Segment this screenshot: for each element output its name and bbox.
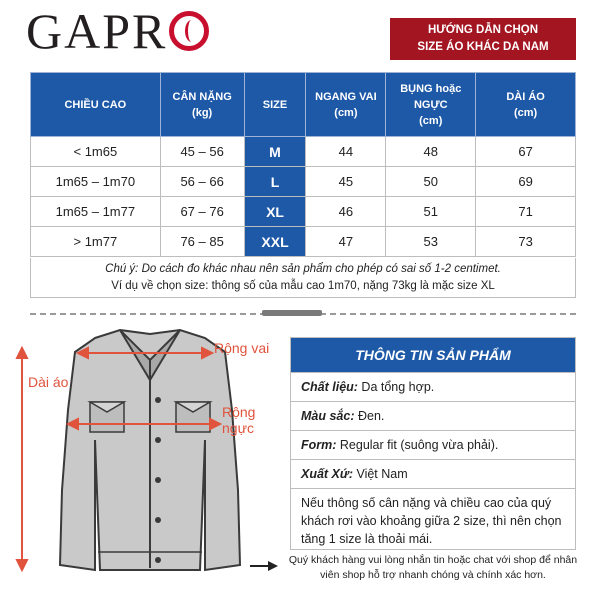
size-guide-badge	[390, 18, 576, 60]
guide-title-line1: HƯỚNG DẪN CHỌN	[427, 24, 539, 36]
cell-chest: 53	[386, 227, 476, 257]
contact-note: Quý khách hàng vui lòng nhắn tin hoặc chat với shop để nhân viên shop hỗ trợ nhanh chóng và chính xác hơn.	[288, 554, 578, 581]
form-value: Regular fit (suông vừa phải).	[336, 438, 499, 452]
info-row-material	[291, 372, 575, 401]
label-shoulder: Rộng vai	[214, 340, 270, 356]
header-height-text: CHIỀU CAO	[64, 98, 127, 111]
brand-logo-text: GAPR	[26, 3, 168, 59]
table-row	[31, 227, 576, 257]
cell-length: 69	[476, 167, 576, 197]
cell-shoulder: 45	[306, 167, 386, 197]
cell-weight: 67 – 76	[160, 197, 244, 227]
table-header-row	[31, 73, 576, 137]
cell-chest: 51	[386, 197, 476, 227]
header-shoulder-text: NGANG VAI (cm)	[315, 90, 377, 119]
divider-accent	[262, 310, 322, 316]
cell-height: 1m65 – 1m77	[31, 197, 161, 227]
cell-length: 71	[476, 197, 576, 227]
cell-weight: 76 – 85	[160, 227, 244, 257]
product-info-box	[290, 337, 576, 550]
table-note-box	[30, 258, 576, 298]
color-value: Đen.	[354, 409, 385, 423]
logo-o-mark	[169, 11, 209, 51]
cell-height: < 1m65	[31, 137, 161, 167]
header-length	[476, 73, 576, 137]
info-row-origin	[291, 459, 575, 488]
origin-label: Xuất Xứ:	[301, 467, 353, 481]
cell-shoulder: 47	[306, 227, 386, 257]
cell-size: XXL	[244, 227, 306, 257]
origin-value: Việt Nam	[352, 467, 408, 481]
arrow-right-icon	[250, 560, 278, 572]
info-row-color	[291, 401, 575, 430]
brand-logo	[26, 3, 209, 59]
table-row	[31, 167, 576, 197]
jacket-illustration	[0, 320, 290, 600]
label-chest: Rộng ngực	[222, 404, 256, 436]
header-size	[244, 73, 306, 137]
cell-shoulder: 44	[306, 137, 386, 167]
header-height	[31, 73, 161, 137]
cell-chest: 50	[386, 167, 476, 197]
size-table	[30, 72, 576, 257]
cell-height: 1m65 – 1m70	[31, 167, 161, 197]
header-shoulder	[306, 73, 386, 137]
cell-weight: 45 – 56	[160, 137, 244, 167]
cell-weight: 56 – 66	[160, 167, 244, 197]
header-weight	[160, 73, 244, 137]
cell-size: XL	[244, 197, 306, 227]
cell-height: > 1m77	[31, 227, 161, 257]
header-chest	[386, 73, 476, 137]
product-info-title: THÔNG TIN SẢN PHẨM	[291, 338, 575, 372]
info-row-form	[291, 430, 575, 459]
cell-length: 67	[476, 137, 576, 167]
cell-size: L	[244, 167, 306, 197]
size-example: Ví dụ về chọn size: thông số của mẫu cao 1m70, nặng 73kg là mặc size XL	[111, 280, 495, 292]
material-label: Chất liệu:	[301, 380, 358, 394]
material-value: Da tổng hợp.	[357, 380, 435, 394]
color-label: Màu sắc:	[301, 409, 355, 423]
cell-size: M	[244, 137, 306, 167]
measurement-note: Chú ý: Do cách đo khác nhau nên sản phẩm cho phép có sai số 1-2 centimet.	[105, 263, 501, 275]
form-label: Form:	[301, 438, 337, 452]
size-advice: Nếu thông số cân nặng và chiều cao của quý khách rơi vào khoảng giữa 2 size, thì nên chọn tăng 1 size là thoải mái.	[291, 488, 575, 552]
header-chest-text: BỤNG hoặc NGỰC (cm)	[400, 82, 462, 127]
header-length-text: DÀI ÁO (cm)	[506, 90, 545, 119]
cell-length: 73	[476, 227, 576, 257]
cell-shoulder: 46	[306, 197, 386, 227]
jacket-drawing	[0, 320, 290, 600]
label-length: Dài áo	[28, 374, 69, 390]
header-weight-text: CÂN NẶNG (kg)	[172, 90, 232, 119]
header-size-text: SIZE	[262, 98, 288, 111]
table-row	[31, 137, 576, 167]
table-row	[31, 197, 576, 227]
cell-chest: 48	[386, 137, 476, 167]
guide-title-line2: SIZE ÁO KHÁC DA NAM	[417, 41, 549, 53]
